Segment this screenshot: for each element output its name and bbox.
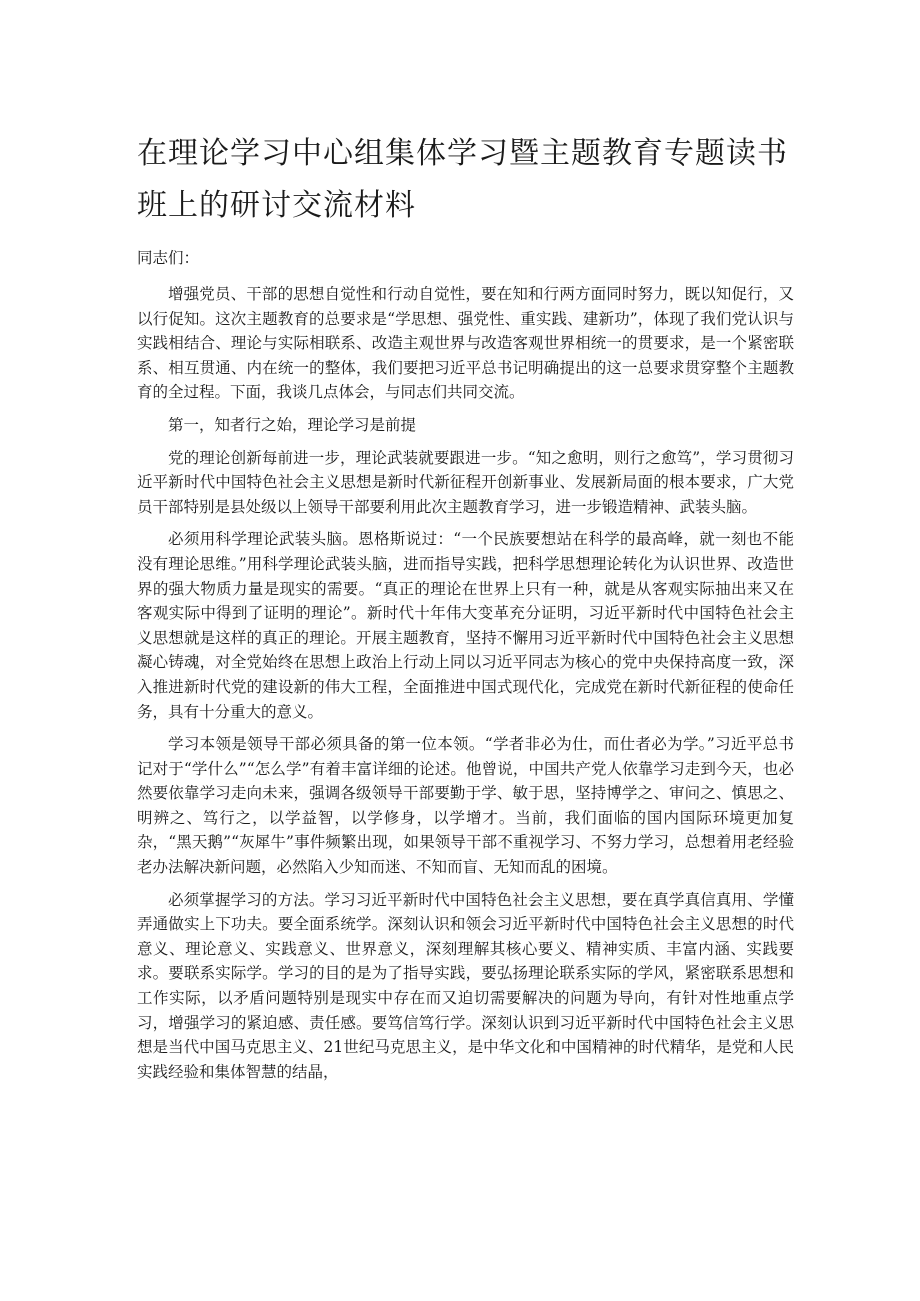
document-title: 在理论学习中心组集体学习暨主题教育专题读书班上的研讨交流材料 — [137, 136, 788, 223]
document-page — [137, 128, 794, 1092]
body-paragraph: 必须用科学理论武装头脑。恩格斯说过：“一个民族要想站在科学的最高峰，就一刻也不能没有理论思维。”用科学理论武装头脑，进而指导实践，把科学思想理论转化为认识世界、改造世界的强大物质力量是现实的需要。“真正的理论在世界上只有一种，就是从客观实际抽出来又在客观实际中得到了证明的理论”。新时代十年伟大变革充分证明，习近平新时代中国特色社会主义思想就是这样的真正的理论。开展主题教育，坚持不懈用习近平新时代中国特色社会主义思想凝心铸魂，对全党始终在思想上政治上行动上同以习近平同志为核心的党中央保持高度一致，深入推进新时代党的建设新的伟大工程，全面推进中国式现代化，完成党在新时代新征程的使命任务，具有十分重大的意义。 — [137, 530, 794, 721]
section-heading-1: 第一，知者行之始，理论学习是前提 — [168, 415, 417, 434]
body-paragraph: 必须掌握学习的方法。学习习近平新时代中国特色社会主义思想，要在真学真信真用、学懂弄通做实上下功夫。要全面系统学。深刻认识和领会习近平新时代中国特色社会主义思想的时代意义、理论意义、实践意义、世界意义，深刻理解其核心要义、精神实质、丰富内涵、实践要求。要联系实际学。学习的目的是为了指导实践，要弘扬理论联系实际的学风，紧密联系思想和工作实际，以矛盾问题特别是现实中存在而又迫切需要解决的问题为导向，有针对性地重点学习，增强学习的紧迫感、责任感。要笃信笃行学。深刻认识到习近平新时代中国特色社会主义思想是当代中国马克思主义、21世纪马克思主义，是中华文化和中国精神的时代精华，是党和人民实践经验和集体智慧的结晶， — [137, 890, 794, 1081]
salutation: 同志们： — [137, 249, 200, 267]
body-paragraph: 学习本领是领导干部必须具备的第一位本领。“学者非必为仕，而仕者必为学。”习近平总书记对于“学什么”“怎么学”有着丰富详细的论述。他曾说，中国共产党人依靠学习走到今天，也必然要依靠学习走向未来，强调各级领导干部要勤于学、敏于思，坚持博学之、审问之、慎思之、明辨之、笃行之，以学益智，以学修身，以学增才。当前，我们面临的国内国际环境更加复杂，“黑天鹅”“灰犀牛”事件频繁出现，如果领导干部不重视学习、不努力学习，总想着用老经验老办法解决新问题，必然陷入少知而迷、不知而盲、无知而乱的困境。 — [137, 735, 794, 877]
body-paragraph: 党的理论创新每前进一步，理论武装就要跟进一步。“知之愈明，则行之愈笃”，学习贯彻习近平新时代中国特色社会主义思想是新时代新征程开创新事业、发展新局面的根本要求，广大党员干部特别是县处级以上领导干部要利用此次主题教育学习，进一步锻造精神、武装头脑。 — [137, 448, 794, 516]
intro-paragraph: 增强党员、干部的思想自觉性和行动自觉性，要在知和行两方面同时努力，既以知促行，又以行促知。这次主题教育的总要求是“学思想、强党性、重实践、建新功”，体现了我们党认识与实践相结合、理论与实际相联系、改造主观世界与改造客观世界相统一的贯要求，是一个紧密联系、相互贯通、内在统一的整体，我们要把习近平总书记明确提出的这一总要求贯穿整个主题教育的全过程。下面，我谈几点体会，与同志们共同交流。 — [137, 285, 794, 402]
